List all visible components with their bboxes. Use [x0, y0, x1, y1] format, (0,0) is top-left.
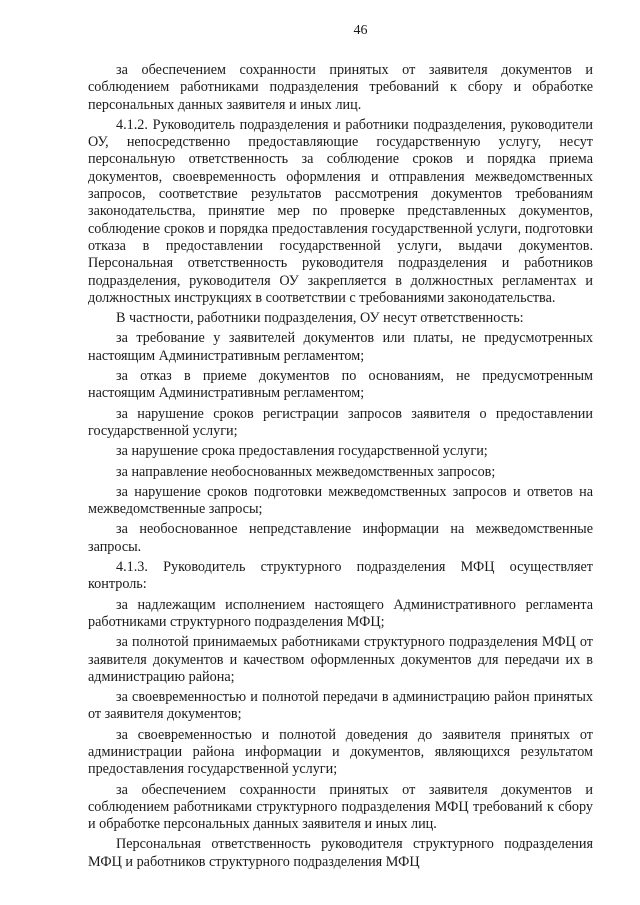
paragraph: за нарушение сроков подготовки межведомственных запросов и ответов на межведомственные запросы;: [88, 483, 593, 518]
paragraph: за обеспечением сохранности принятых от заявителя документов и соблюдением работниками подразделения требований к сбору и обработке персональных данных заявителя и иных лиц.: [88, 62, 593, 113]
paragraph: за своевременностью и полнотой доведения до заявителя принятых от администрации района информации и документов, являющихся результатом предоставления государственной услуги;: [88, 726, 593, 778]
paragraph: за отказ в приеме документов по основаниям, не предусмотренным настоящим Административным регламентом;: [88, 368, 593, 402]
paragraph: В частности, работники подразделения, ОУ несут ответственность:: [116, 310, 524, 327]
paragraph: за нарушение срока предоставления государственной услуги;: [116, 443, 488, 460]
paragraph: за нарушение сроков регистрации запросов заявителя о предоставлении государственной услуги;: [88, 405, 593, 439]
paragraph: за полнотой принимаемых работниками структурного подразделения МФЦ от заявителя документов и качеством оформленных документов для передачи их в администрацию района;: [88, 634, 593, 685]
paragraph: за надлежащим исполнением настоящего Административного регламента работниками структурного подразделения МФЦ;: [88, 596, 593, 630]
document-body: [88, 62, 593, 871]
paragraph: за обеспечением сохранности принятых от заявителя документов и соблюдением работниками структурного подразделения МФЦ требований к сбору и обработке персональных данных заявителя и иных лиц.: [88, 781, 593, 833]
page-number: 46: [353, 23, 368, 38]
paragraph: Персональная ответственность руководителя структурного подразделения МФЦ и работников структурного подразделения МФЦ: [88, 836, 593, 870]
paragraph: за требование у заявителей документов или платы, не предусмотренных настоящим Административным регламентом;: [88, 330, 593, 364]
paragraph: 4.1.3. Руководитель структурного подразделения МФЦ осуществляет контроль:: [88, 559, 593, 593]
paragraph: за своевременностью и полнотой передачи в администрацию район принятых от заявителя документов;: [88, 689, 593, 723]
paragraph: за необоснованное непредставление информации на межведомственные запросы.: [88, 521, 593, 555]
paragraph: 4.1.2. Руководитель подразделения и работники подразделения, руководители ОУ, непосредственно предоставляющие государственную услугу, несут персональную ответственность за соблюдение сроков и порядка приема документов, своевременность оформления и отправления межведомственных запросов, соответствие результатов рассмотрения документов требованиям законодательства, принятие мер по проверке представленных документов, соблюдение сроков и порядка предоставления государственной услуги, подготовки отказа в предоставлении государственной услуги, выдачи документов. Персональная ответственность руководителя подразделения и работников подразделения, руководителя ОУ закрепляется в должностных регламентах и должностных инструкциях в соответствии с требованиями законодательства.: [88, 116, 593, 306]
paragraph: за направление необоснованных межведомственных запросов;: [116, 463, 496, 480]
